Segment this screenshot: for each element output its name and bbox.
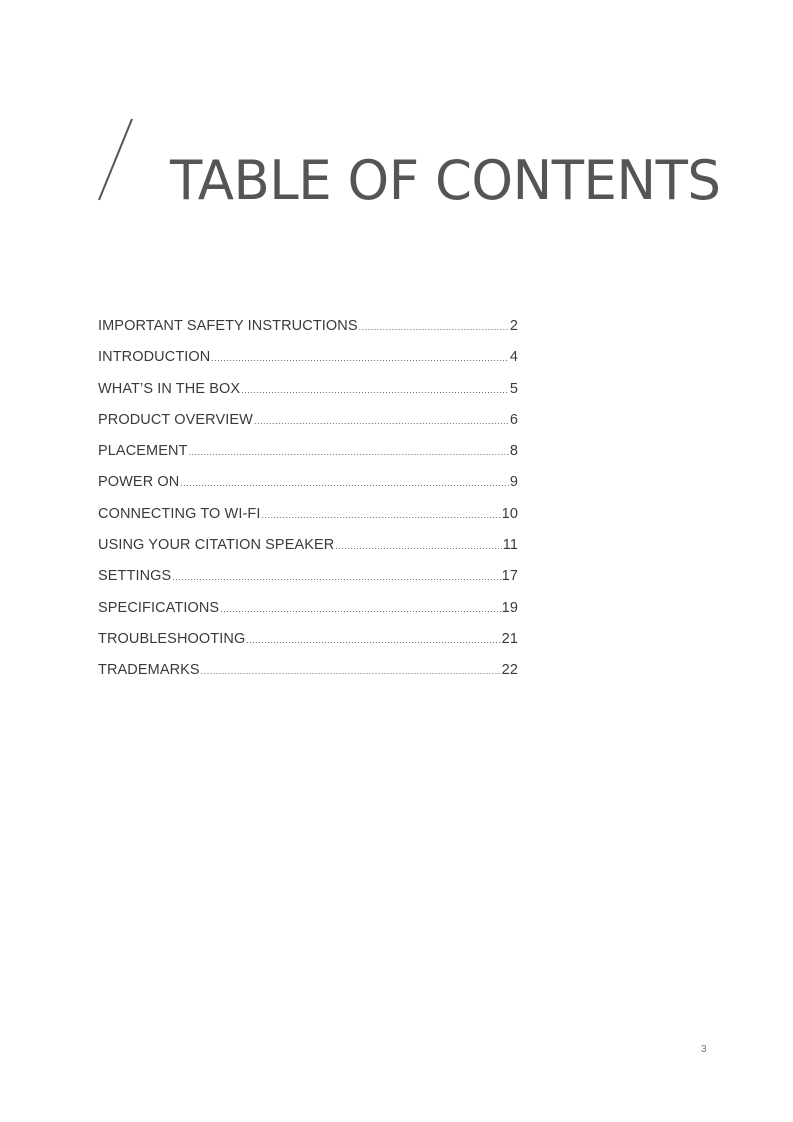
toc-dot-leader bbox=[261, 510, 500, 520]
toc-dot-leader bbox=[246, 635, 500, 645]
toc-dot-leader bbox=[189, 447, 509, 457]
toc-entry[interactable] bbox=[98, 600, 518, 631]
table-of-contents bbox=[98, 318, 518, 694]
toc-entry-label: TROUBLESHOOTING bbox=[98, 630, 246, 647]
toc-entry-page: 2 bbox=[509, 318, 518, 334]
toc-entry-page: 8 bbox=[509, 443, 518, 460]
page-number: 3 bbox=[701, 1044, 707, 1055]
toc-dot-leader bbox=[359, 322, 509, 332]
toc-entry[interactable] bbox=[98, 506, 518, 537]
toc-dot-leader bbox=[254, 416, 509, 426]
toc-entry-label: CONNECTING TO WI-FI bbox=[98, 505, 261, 522]
toc-dot-leader bbox=[241, 385, 509, 395]
toc-dot-leader bbox=[335, 541, 501, 551]
toc-entry-page: 5 bbox=[509, 380, 518, 397]
toc-entry-page: 22 bbox=[501, 662, 518, 679]
toc-entry[interactable] bbox=[98, 474, 518, 505]
toc-dot-leader bbox=[211, 353, 508, 363]
toc-entry[interactable] bbox=[98, 568, 518, 599]
slash-decoration-icon bbox=[97, 118, 137, 202]
toc-dot-leader bbox=[180, 478, 508, 488]
toc-entry-page: 9 bbox=[509, 474, 518, 491]
toc-entry[interactable] bbox=[98, 631, 518, 662]
toc-entry[interactable] bbox=[98, 662, 518, 693]
toc-entry[interactable] bbox=[98, 412, 518, 443]
toc-entry-label: POWER ON bbox=[98, 474, 180, 491]
toc-entry-label: IMPORTANT SAFETY INSTRUCTIONS bbox=[98, 318, 358, 334]
toc-entry-label: SPECIFICATIONS bbox=[98, 599, 220, 616]
toc-entry-page: 6 bbox=[509, 411, 518, 428]
toc-entry-page: 17 bbox=[501, 568, 518, 585]
toc-entry-page: 4 bbox=[509, 349, 518, 366]
toc-entry-label: WHAT’S IN THE BOX bbox=[98, 380, 241, 397]
toc-entry[interactable] bbox=[98, 537, 518, 568]
toc-entry-page: 10 bbox=[501, 505, 518, 522]
toc-entry-label: TRADEMARKS bbox=[98, 662, 200, 679]
toc-entry[interactable] bbox=[98, 443, 518, 474]
toc-dot-leader bbox=[201, 666, 501, 676]
toc-entry-page: 19 bbox=[501, 599, 518, 616]
toc-entry-page: 21 bbox=[501, 630, 518, 647]
toc-entry[interactable] bbox=[98, 318, 518, 349]
toc-entry-label: PRODUCT OVERVIEW bbox=[98, 411, 253, 428]
toc-entry-label: PLACEMENT bbox=[98, 443, 188, 460]
toc-dot-leader bbox=[220, 604, 500, 614]
toc-entry[interactable] bbox=[98, 381, 518, 412]
toc-dot-leader bbox=[172, 572, 500, 582]
toc-entry-page: 11 bbox=[502, 537, 518, 554]
toc-entry-label: USING YOUR CITATION SPEAKER bbox=[98, 537, 335, 554]
toc-entry-label: SETTINGS bbox=[98, 568, 172, 585]
toc-entry-label: INTRODUCTION bbox=[98, 349, 211, 366]
toc-entry[interactable] bbox=[98, 349, 518, 380]
page-title: TABLE OF CONTENTS bbox=[170, 149, 721, 212]
